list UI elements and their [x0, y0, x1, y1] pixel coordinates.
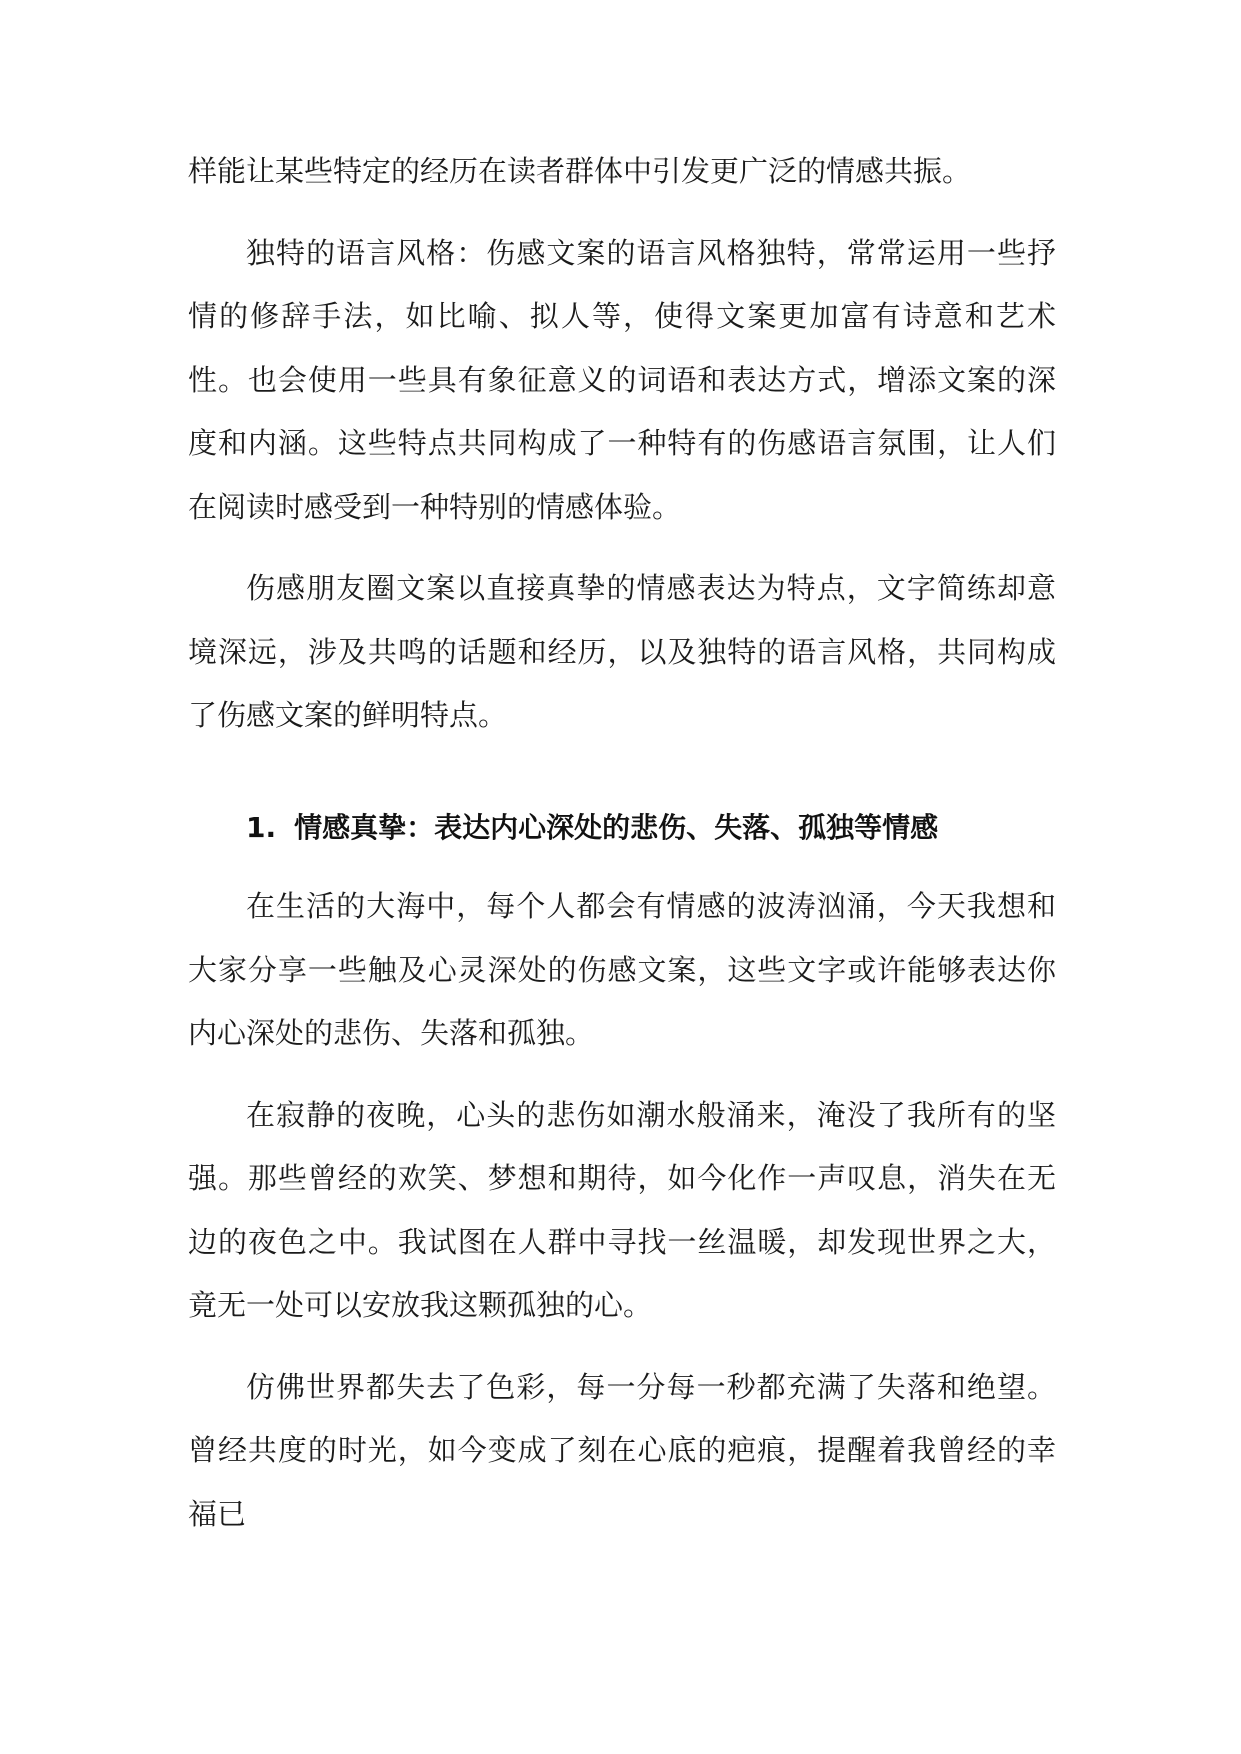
section-heading [188, 796, 1056, 860]
paragraph-summary: 伤感朋友圈文案以直接真挚的情感表达为特点，文字简练却意境深远，涉及共鸣的话题和经历，以及独特的语言风格，共同构成了伤感文案的鲜明特点。 [188, 571, 1056, 732]
paragraph-language-style: 独特的语言风格：伤感文案的语言风格独特，常常运用一些抒情的修辞手法，如比喻、拟人等，使得文案更加富有诗意和艺术性。也会使用一些具有象征意义的词语和表达方式，增添文案的深度和内涵。这些特点共同构成了一种特有的伤感语言氛围，让人们在阅读时感受到一种特别的情感体验。 [188, 235, 1056, 524]
paragraph-night: 在寂静的夜晚，心头的悲伤如潮水般涌来，淹没了我所有的坚强。那些曾经的欢笑、梦想和期待，如今化作一声叹息，消失在无边的夜色之中。我试图在人群中寻找一丝温暖，却发现世界之大，竟无一处可以安放我这颗孤独的心。 [188, 1097, 1056, 1322]
paragraph-intro: 在生活的大海中，每个人都会有情感的波涛汹涌，今天我想和大家分享一些触及心灵深处的伤感文案，这些文字或许能够表达你内心深处的悲伤、失落和孤独。 [188, 889, 1056, 1050]
paragraph-continuation: 样能让某些特定的经历在读者群体中引发更广泛的情感共振。 [188, 154, 972, 188]
paragraph-color: 仿佛世界都失去了色彩，每一分每一秒都充满了失落和绝望。曾经共度的时光，如今变成了刻在心底的疤痕，提醒着我曾经的幸福已 [188, 1369, 1056, 1531]
section-heading-number: 1. [246, 810, 277, 844]
document-body [188, 140, 1056, 1546]
section-heading-text: 情感真挚：表达内心深处的悲伤、失落、孤独等情感 [294, 810, 939, 844]
